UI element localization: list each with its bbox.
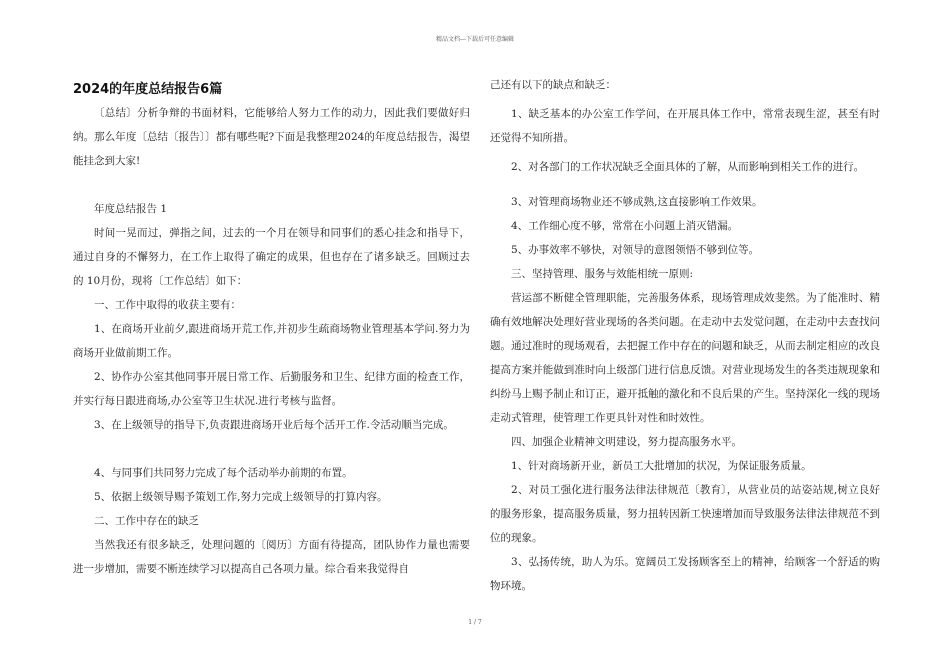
paragraph-2: 当然我还有很多缺乏，处理问题的〔阅历〕方面有待提高，团队协作力量也需要进一步增加，需要不断连续学习以提高自己各项力量。综合看来我觉得自: [73, 539, 470, 575]
intro-paragraph: 〔总结〕分析争辩的书面材料，它能够给人努力工作的动力，因此我们要做好归纳。那么年度〔总结〔报告〕〕都有哪些呢?下面是我整理2024的年度总结报告，渴望能挂念到大家!: [73, 107, 470, 167]
report-heading: 年度总结报告 1: [94, 203, 168, 215]
page-number: 1 / 7: [468, 619, 482, 626]
paragraph-3: 营运部不断健全管理职能，完善服务体系，现场管理成效斐然。为了能准时、精确有效地解决处理好营业现场的各类问题。在走动中去发觉问题，在走动中去查找问题。通过准时的现场观看，去把握工作中存在的问题和缺乏，从而去制定相应的改良提高方案并能做到准时向上级部门进行信息反馈。对营业现场发生的各类违规现象和纠纷马上赐予制止和订正，避开抵触的激化和不良后果的产生。坚持深化一线的现场走动式管理，使管理工作更具针对性和时效性。: [490, 292, 880, 424]
shortcoming-item-3: 3、对管理商场物业还不够成熟,这直接影响工作效果。: [511, 196, 763, 208]
left-column: [73, 101, 470, 581]
list-item-2: 2、协作办公室其他同事开展日常工作、后勤服务和卫生、纪律方面的检查工作，并实行每日跟进商场,办公室等卫生状况.进行考核与监督。: [73, 371, 470, 407]
spacer: [490, 179, 880, 190]
list-item-1: 1、在商场开业前夕,跟进商场开荒工作,并初步生疏商场物业管理基本学问.努力为商场开业做前期工作。: [73, 323, 470, 359]
spacer: [73, 437, 470, 461]
shortcoming-item-4: 4、工作细心度不够，常常在小问题上消灭错漏。: [511, 220, 739, 232]
right-column: [490, 73, 880, 598]
shortcoming-item-5: 5、办事效率不够快，对领导的意图领悟不够到位等。: [511, 244, 760, 256]
list-item-5: 5、依据上级领导赐予策划工作,努力完成上级领导的打算内容。: [94, 491, 388, 503]
section-heading-2: 二、工作中存在的缺乏: [94, 515, 199, 527]
list-item-4: 4、与同事们共同努力完成了每个活动举办前期的布置。: [94, 467, 353, 479]
section-heading-3: 三、坚持管理、服务与效能相统一原则:: [511, 268, 694, 280]
list-item-3: 3、在上级领导的指导下,负责跟进商场开业后每个活开工作.令活动顺当完成。: [94, 419, 454, 431]
service-item-1: 1、针对商场新开业，新员工大批增加的状况，为保证服务质量。: [511, 460, 812, 472]
page-header: 精品文档---下载后可任意编辑: [435, 36, 515, 43]
shortcoming-item-1: 1、缺乏基本的办公室工作学问，在开展具体工作中，常常表现生涩，甚至有时还觉得不知所措。: [490, 108, 880, 144]
service-item-3: 3、弘扬传统，助人为乐。宽阔员工发扬顾客至上的精神，给顾客一个舒适的购物环境。: [490, 556, 880, 592]
document-title: 2024的年度总结报告6篇: [73, 82, 223, 97]
continued-line: 己还有以下的缺点和缺乏：: [490, 79, 616, 91]
service-item-2: 2、对员工强化进行服务法律法律规范〔教育〕，从营业员的站姿站规,树立良好的服务形象，提高服务质量，努力扭转因新工快速增加而导致服务法律法律规范不到位的现象。: [490, 484, 880, 544]
shortcoming-item-2: 2、对各部门的工作状况缺乏全面具体的了解，从而影响到相关工作的进行。: [511, 161, 865, 173]
section-heading-1: 一、工作中取得的收获主要有：: [94, 299, 241, 311]
paragraph-1: 时间一晃而过，弹指之间，过去的一个月在领导和同事们的悉心挂念和指导下，通过自身的不懈努力，在工作上取得了确定的成果，但也存在了诸多缺乏。回顾过去的 10月份，现将〔工作总结〕如下：: [73, 227, 470, 287]
spacer: [73, 173, 470, 197]
section-heading-4: 四、加强企业精神文明建设，努力提高服务水平。: [511, 436, 742, 448]
